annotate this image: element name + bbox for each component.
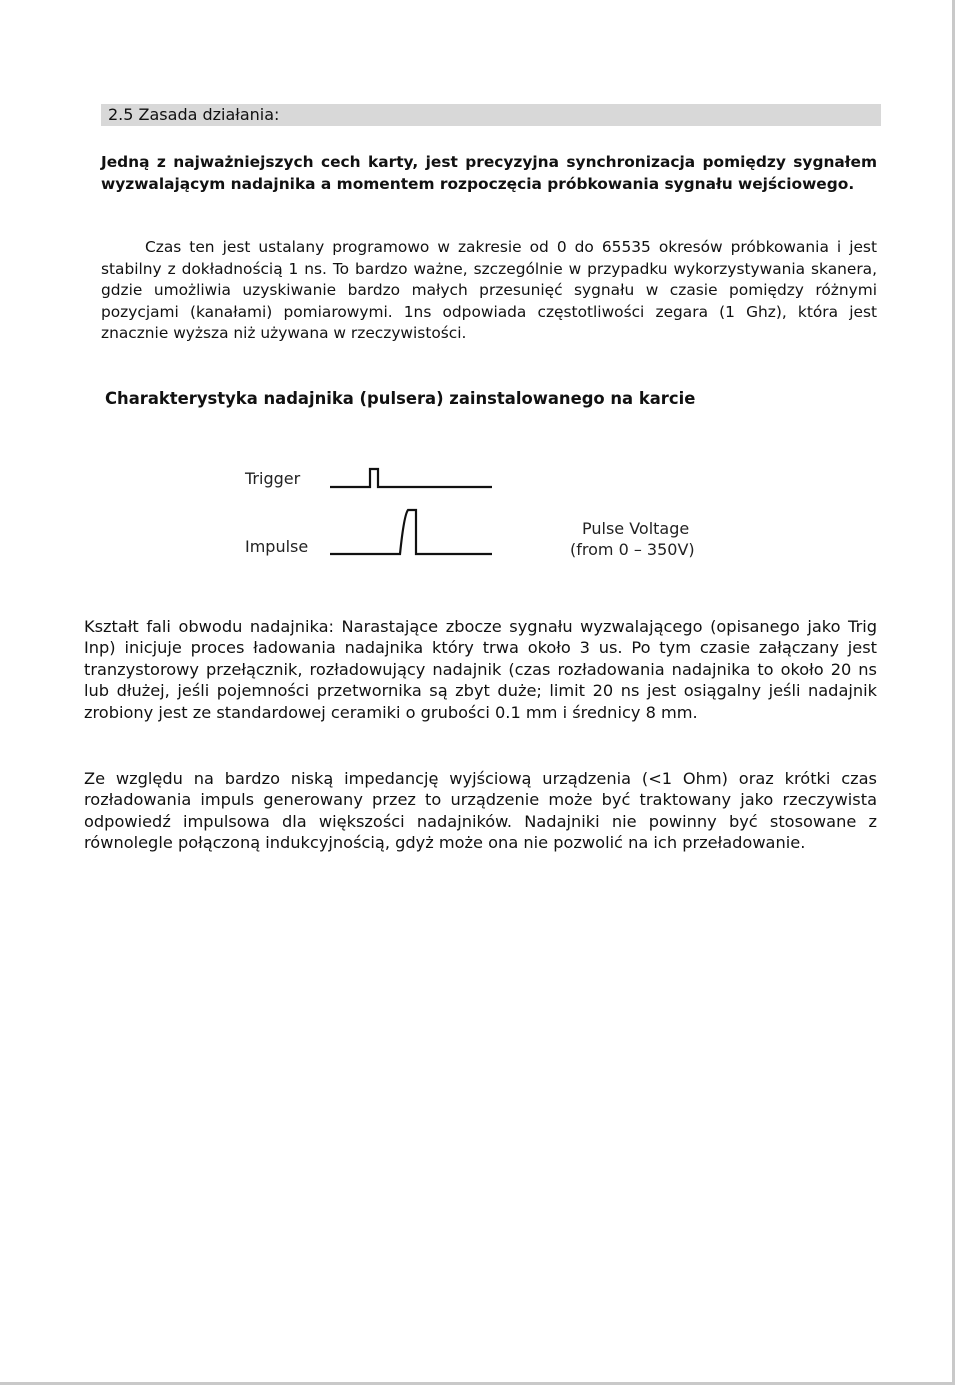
transmitter-subheading: Charakterystyka nadajnika (pulsera) zainstalowanego na karcie xyxy=(105,389,696,408)
impulse-waveform xyxy=(330,510,492,554)
trigger-waveform xyxy=(330,469,492,487)
waveform-paragraph: Kształt fali obwodu nadajnika: Narastające zbocze sygnału wyzwalającego (opisanego jako Trig Inp) inicjuje proces ładowania nadajnika który trwa około 3 us. Po tym czasie załączany jest tranzystorowy przełącznik, rozładowujący nadajnik (czas rozładowania nadajnika to około 20 ns lub dłużej, jeśli pojemności przetwornika są zbyt duże; limit 20 ns jest osiągalny jeśli nadajnik zrobiony jest ze standardowej ceramiki o grubości 0.1 mm i średnicy 8 mm. xyxy=(84,617,877,722)
body-paragraph xyxy=(101,237,877,345)
body-paragraph-text: Czas ten jest ustalany programowo w zakresie od 0 do 65535 okresów próbkowania i jest stabilny z dokładnością 1 ns. To bardzo ważne, szczególnie w przypadku wykorzystywania skanera, gdzie umożliwia uzyskiwanie bardzo małych przesunięć sygnału w czasie pomiędzy różnymi pozycjami (kanałami) pomiarowymi. 1ns odpowiada częstotliwości zegara (1 Ghz), która jest znacznie wyższa niż używana w rzeczywistości. xyxy=(101,238,877,342)
pulse-voltage-range: (from 0 – 350V) xyxy=(570,540,695,559)
lead-paragraph: Jedną z najważniejszych cech karty, jest precyzyjna synchronizacja pomiędzy sygnałem wyzwalającym nadajnika a momentem rozpoczęcia próbkowania sygnału wejściowego. xyxy=(101,153,877,193)
impulse-label: Impulse xyxy=(245,537,309,556)
pulser-waveform-diagram xyxy=(230,455,750,575)
section-title: 2.5 Zasada działania: xyxy=(101,104,881,126)
trigger-label: Trigger xyxy=(245,469,301,488)
impedance-paragraph: Ze względu na bardzo niską impedancję wyjściową urządzenia (<1 Ohm) oraz krótki czas rozładowania impuls generowany przez to urządzenie może być traktowany jako rzeczywista odpowiedź impulsowa dla większości nadajników. Nadajniki nie powinny być stosowane z równolegle połączoną indukcyjnością, gdyż może ona nie pozwolić na ich przeładowanie. xyxy=(84,769,877,853)
pulse-voltage-label: Pulse Voltage xyxy=(582,519,690,538)
